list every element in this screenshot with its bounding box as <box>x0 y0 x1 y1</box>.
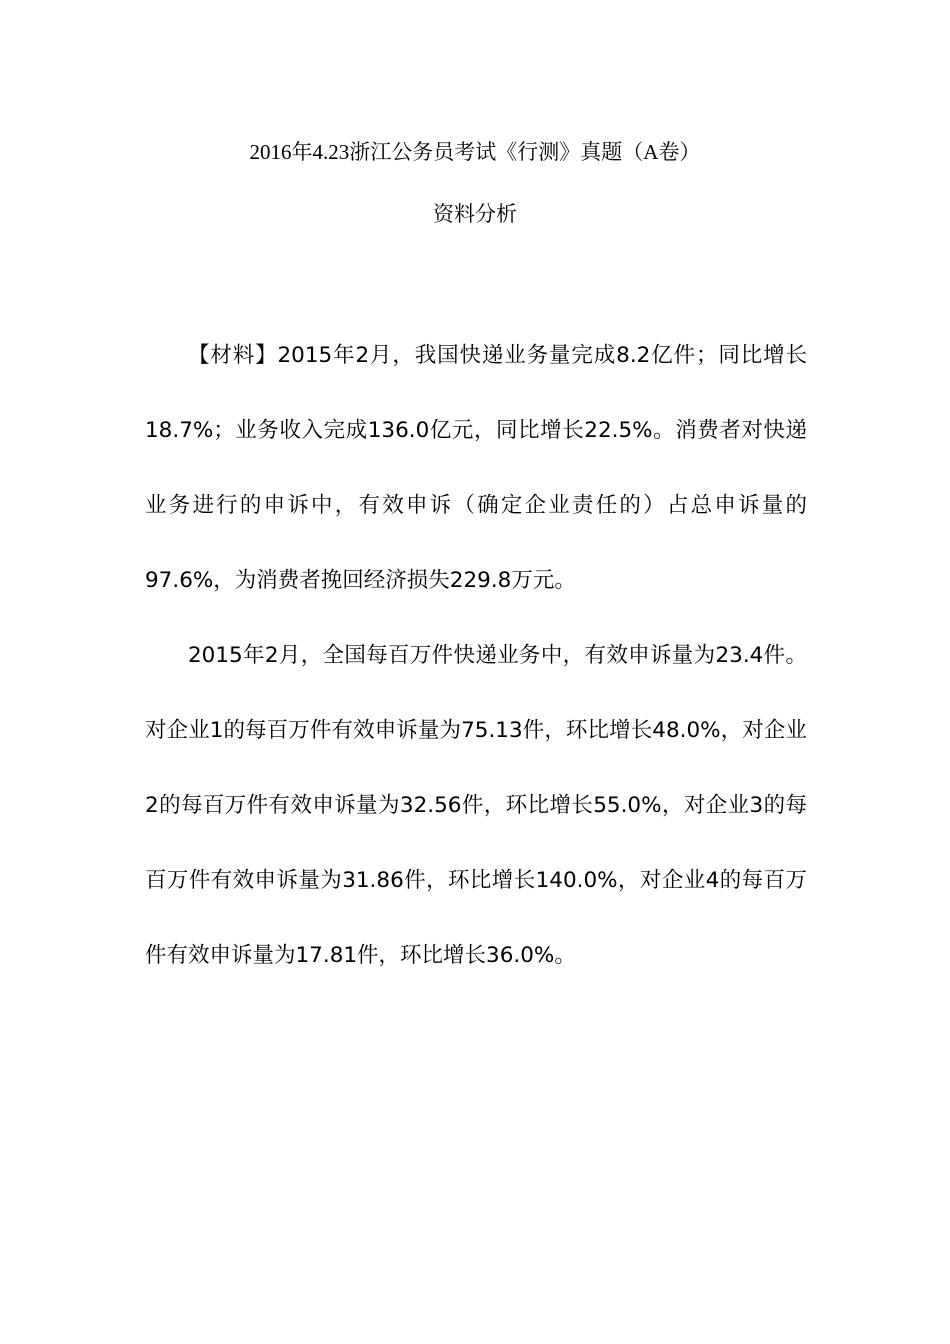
page-title: 2016年4.23浙江公务员考试《行测》真题（A卷） <box>249 140 701 164</box>
section-title: 资料分析 <box>433 202 517 226</box>
paragraph-material: 【材料】2015年2月，我国快递业务量完成8.2亿件；同比增长18.7%；业务收入完成136.0亿元，同比增长22.5%。消费者对快递业务进行的申诉中，有效申诉（确定企业责任的）占总申诉量的97.6%，为消费者挽回经济损失229.8万元。 <box>145 343 807 593</box>
paragraph-complaints: 2015年2月，全国每百万件快递业务中，有效申诉量为23.4件。对企业1的每百万件有效申诉量为75.13件，环比增长48.0%，对企业2的每百万件有效申诉量为32.56件，环比增长55.0%，对企业3的每百万件有效申诉量为31.86件，环比增长140.0%，对企业4的每百万件有效申诉量为17.81件，环比增长36.0%。 <box>145 643 807 968</box>
document-body <box>145 318 807 993</box>
